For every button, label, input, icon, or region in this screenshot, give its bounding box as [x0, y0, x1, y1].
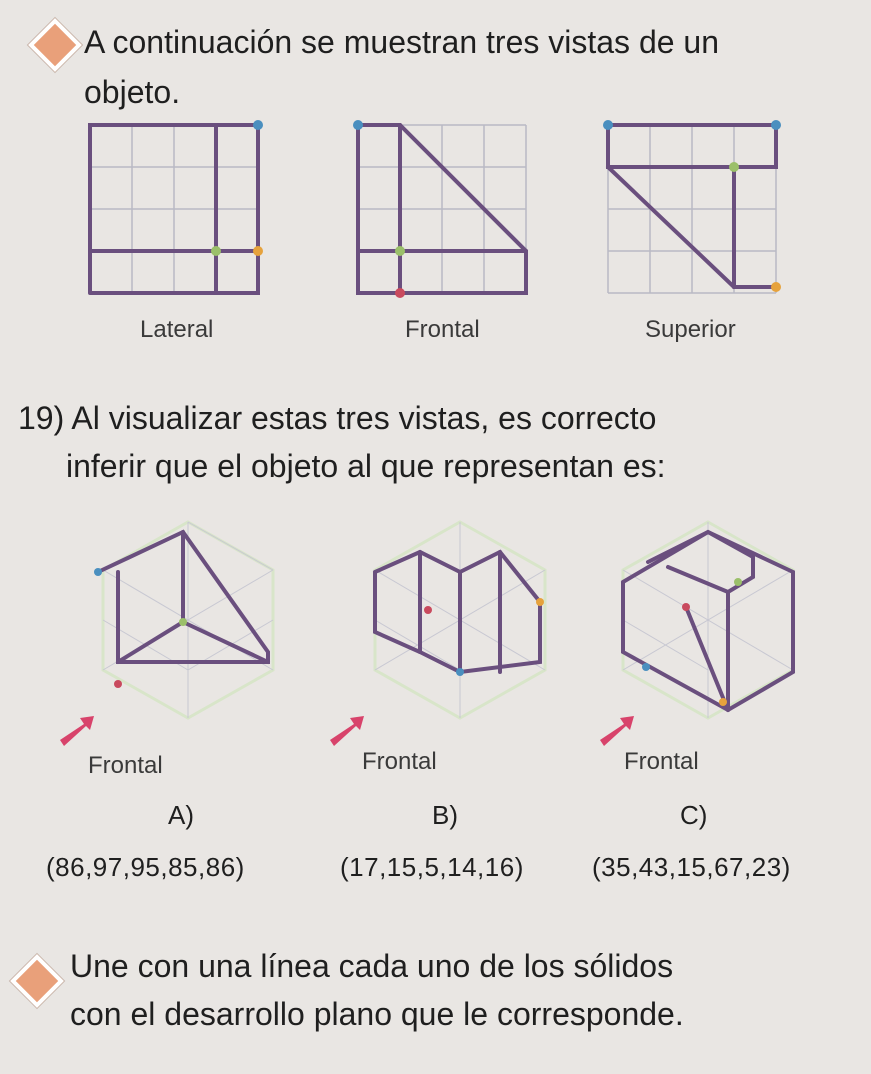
- superior-view-label: Superior: [645, 316, 736, 343]
- lateral-view-label: Lateral: [140, 316, 214, 343]
- option-b-codes: (17,15,5,14,16): [340, 852, 524, 882]
- option-a-frontal-label: Frontal: [88, 752, 163, 779]
- option-c-isometric-drawing: [608, 522, 808, 722]
- instruction-line-1: Une con una línea cada uno de los sólidos: [70, 948, 674, 984]
- option-b-arrow-icon: [326, 710, 366, 750]
- option-a-isometric-drawing: [88, 522, 288, 722]
- option-a-arrow-icon: [56, 710, 96, 750]
- lateral-view-drawing: [90, 125, 270, 295]
- option-a-codes: (86,97,95,85,86): [46, 852, 245, 882]
- frontal-view-label: Frontal: [405, 316, 480, 343]
- intro-line-1: A continuación se muestran tres vistas de un: [84, 24, 720, 60]
- superior-view-drawing: [608, 125, 788, 295]
- diamond-bullet-icon: [28, 18, 82, 72]
- option-b-letter[interactable]: B): [432, 800, 458, 830]
- question-line-2: inferir que el objeto al que representan es:: [66, 448, 666, 484]
- frontal-view-drawing: [358, 125, 538, 295]
- option-c-letter[interactable]: C): [680, 800, 708, 830]
- instruction-line-2: con el desarrollo plano que le corresponde.: [70, 996, 684, 1032]
- intro-line-2: objeto.: [84, 74, 181, 110]
- question-line-1: 19) Al visualizar estas tres vistas, es correcto: [18, 400, 657, 436]
- option-b-frontal-label: Frontal: [362, 748, 437, 775]
- option-c-codes: (35,43,15,67,23): [592, 852, 791, 882]
- option-a-letter[interactable]: A): [168, 800, 194, 830]
- option-c-arrow-icon: [596, 710, 636, 750]
- option-c-frontal-label: Frontal: [624, 748, 699, 775]
- option-b-isometric-drawing: [360, 522, 560, 722]
- diamond-bullet-icon-2: [10, 954, 64, 1008]
